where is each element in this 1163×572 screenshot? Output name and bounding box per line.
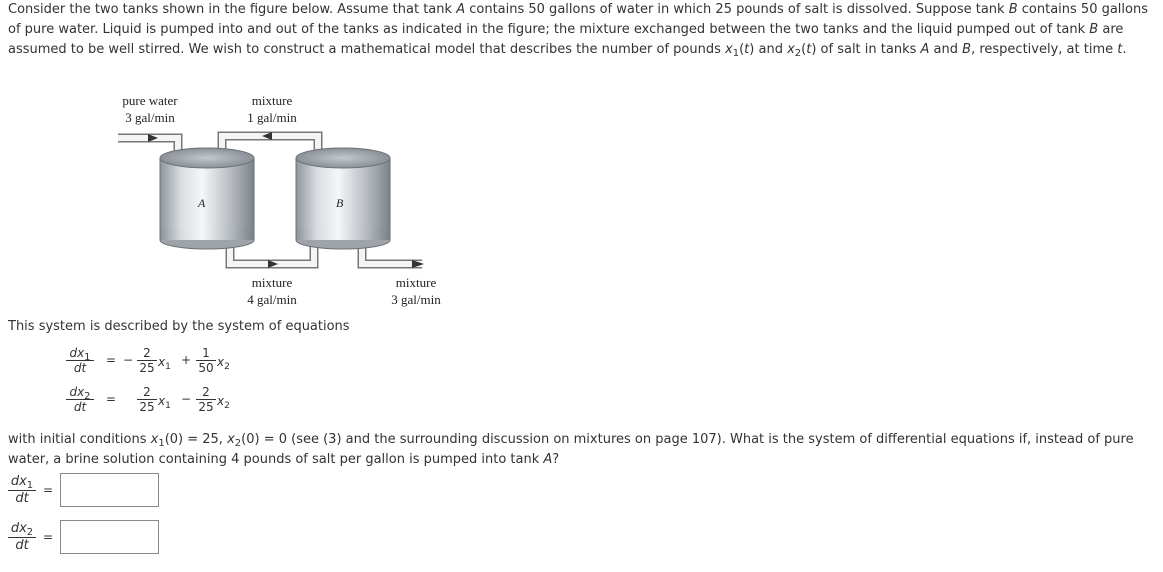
eq1-plus: + [181,353,192,367]
question-text: with initial conditions $x_1(0) = 25$, $x_2(0) = 0$ (see (3) and the surrounding discussion on mixtures on page 107). What is the system of differential equations if, instead of pure water, a brine solution containing 4 pounds of salt per gallon is pumped into tank A? [8,432,1134,467]
eq1-sign: − [123,353,134,367]
eq1-x2: $x_2$ [217,355,230,372]
tank-a-shape [160,148,254,249]
eq2-coef2: $\frac{2}{25}$ [196,385,216,414]
answer2-equals: = [43,530,54,544]
inflow-pipe [118,134,178,152]
tank-a-label: A [198,196,206,210]
eq1-equals: = [106,353,117,367]
tank-b-label: B [336,196,344,210]
answer2-lhs: $\frac{dx_2}{dt}$ [8,521,36,554]
eq2-x1: $x_1$ [158,394,171,411]
answer2-input[interactable] [60,520,159,554]
eq1-x1: $x_1$ [158,355,171,372]
bottom-pipe [230,244,314,268]
eq1-coef1: $\frac{2}{25}$ [137,346,157,375]
answer1-input[interactable] [60,473,159,507]
system-intro: This system is described by the system of equations [8,319,350,334]
two-tank-figure [100,88,460,316]
top-pipe-label: mixture 1 gal/min [247,93,297,125]
eq1-lhs: $\frac{dx_1}{dt}$ [66,346,94,375]
eq1-coef2: $\frac{1}{50}$ [196,346,216,375]
bottom-pipe-label: mixture 4 gal/min [247,275,297,307]
eq2-x2: $x_2$ [217,394,230,411]
eq2-lhs: $\frac{dx_2}{dt}$ [66,385,94,414]
top-pipe [222,132,318,152]
problem-intro: Consider the two tanks shown in the figure below. Assume that tank A contains 50 gallons of water in which 25 pounds of salt is dissolved. Suppose tank B contains 50 gallons of pure water. Liquid is pumped into and out of the tanks as indicated in the figure; the mixture exchanged between the two tanks and the liquid pumped out of tank B are assumed to be well stirred. We wish to construct a mathematical model that describes the number of pounds $x_1(t)$ and $x_2(t)$ of salt in tanks A and B, respectively, at time t. [8,2,1148,59]
outflow-label: mixture 3 gal/min [391,275,441,307]
answer1-equals: = [43,483,54,497]
eq2-coef1: $\frac{2}{25}$ [137,385,157,414]
inflow-label: pure water 3 gal/min [122,93,178,125]
eq2-minus: − [181,392,192,406]
answer1-lhs: $\frac{dx_1}{dt}$ [8,474,36,507]
eq2-equals: = [106,392,117,406]
